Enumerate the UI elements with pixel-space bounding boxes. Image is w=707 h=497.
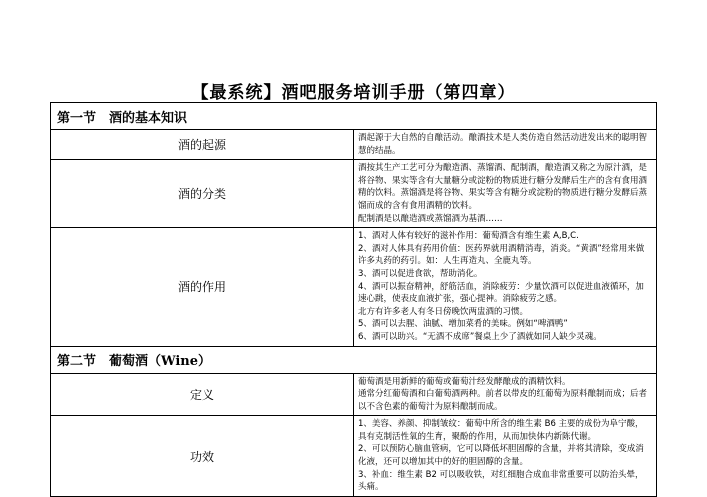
content-line: 葡萄酒是用新鲜的葡萄或葡萄汁经发酵酿成的酒精饮料。 — [358, 376, 571, 387]
section-heading-row — [51, 346, 657, 373]
content-line: 5、酒可以去腥、油腻、增加菜肴的美味。例如“啤酒鸭” — [358, 319, 568, 330]
table-row — [51, 228, 657, 346]
table-row — [51, 160, 657, 228]
row-label: 定义 — [51, 373, 354, 416]
row-label: 酒的起源 — [51, 130, 354, 160]
row-content — [354, 416, 657, 497]
table-row — [51, 373, 657, 416]
row-content — [354, 373, 657, 416]
content-line: 2、酒对人体具有药用价值：医药界就用酒精消毒，消炎。“黄酒”经常用来做许多丸药的药引。如：人生再造丸、全鹿丸等。 — [358, 243, 645, 267]
content-line: 配制酒是以酿造酒或蒸馏酒为基酒…… — [358, 213, 503, 224]
content-line: 3、酒可以促进食欲，帮助消化。 — [358, 268, 483, 279]
content-line: 6、酒可以助兴。“无酒不成席”餐桌上少了酒就如同人缺少灵魂。 — [358, 331, 602, 342]
content-line: 4、酒可以振奋精神，舒筋活血，消除疲劳：少量饮酒可以促进血液循环，加速心跳，使表皮血液扩张，强心提神。消除疲劳之感。 — [358, 281, 644, 305]
row-label: 功效 — [51, 416, 354, 497]
section-heading: 第一节 酒的基本知识 — [51, 103, 657, 130]
row-content — [354, 160, 657, 228]
content-line: 酒按其生产工艺可分为酿造酒、蒸馏酒、配制酒，酿造酒又称之为原汁酒，是将谷物、果实等含有大量糖分或淀粉的物质进行糖分发酵后生产的含有食用酒精的饮料。蒸馏酒是将谷物、果实等含有糖分或淀粉的物质进行糖分发酵后蒸馏而成的含有食用酒精的饮料。 — [358, 163, 648, 211]
section-heading: 第二节 葡萄酒（Wine） — [51, 346, 657, 373]
section-heading-row — [51, 103, 657, 130]
content-line: 1、美容、养颜、抑制皱纹：葡萄中所含的维生素 B6 主要的成份为阜宁酸，具有克制活性氧的生育，聚酚的作用，从而加快体内新陈代谢。 — [358, 419, 644, 442]
row-label: 酒的作用 — [51, 228, 354, 346]
content-line: 3、补血：维生素 B2 可以吸收铁，对红细胞合成血非常重要可以防治头晕，头痛。 — [358, 469, 644, 493]
manual-table — [50, 102, 657, 497]
row-content — [354, 228, 657, 346]
content-line: 通常分红葡萄酒和白葡萄酒两种。前者以带皮的红葡萄为原料酿制而成；后者以不含色素的葡萄汁为原料酿制而成。 — [358, 389, 648, 412]
document-title: 【最系统】酒吧服务培训手册（第四章） — [191, 83, 516, 103]
table-row — [51, 416, 657, 497]
content-line: 1、酒对人体有较好的滋补作用：葡萄酒含有维生素 A,B,C. — [358, 231, 579, 242]
content-line: 酒起源于大自然的自酿活动。酿酒技术是人类仿造自然活动进发出来的聪明智慧的结晶。 — [358, 133, 648, 156]
table-row — [51, 130, 657, 160]
content-line: 北方有许多老人有冬日傍晚饮两盅酒的习惯。 — [358, 306, 529, 317]
content-line: 2、可以预防心脑血管病，它可以降低坏胆固醇的含量，并将其清除，变成消化液，还可以增加其中的好的胆固醇的含量。 — [358, 444, 644, 468]
row-label: 酒的分类 — [51, 160, 354, 228]
row-content — [354, 130, 657, 160]
